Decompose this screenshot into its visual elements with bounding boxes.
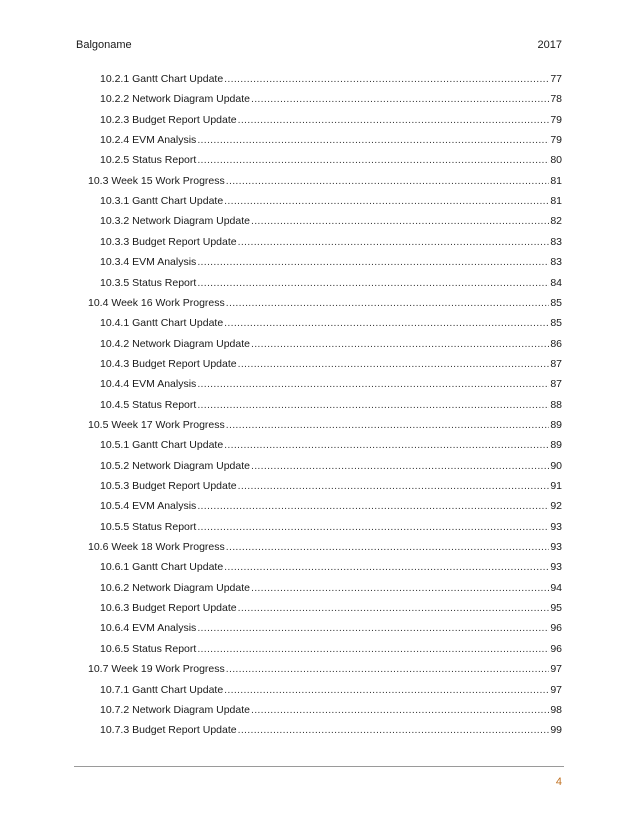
toc-entry-page: 98 <box>550 703 562 716</box>
toc-entry-label: 10.6.5 Status Report <box>100 642 197 655</box>
toc-dot-leader <box>251 459 549 473</box>
toc-entry[interactable] <box>88 418 562 432</box>
page-header <box>76 38 562 52</box>
toc-entry-page: 93 <box>550 561 562 574</box>
toc-entry-label: 10.5.2 Network Diagram Update <box>100 459 250 472</box>
toc-entry-label: 10.3.4 EVM Analysis <box>100 256 197 269</box>
toc-entry-label: 10.2.5 Status Report <box>100 154 197 167</box>
toc-dot-leader <box>197 499 549 513</box>
toc-dot-leader <box>226 662 550 676</box>
toc-entry[interactable] <box>100 560 562 574</box>
toc-entry-label: 10.4.4 EVM Analysis <box>100 378 197 391</box>
toc-entry-label: 10.6.3 Budget Report Update <box>100 602 237 615</box>
toc-entry-page: 88 <box>550 398 562 411</box>
toc-entry[interactable] <box>100 398 562 412</box>
toc-entry[interactable] <box>100 459 562 473</box>
toc-entry-page: 80 <box>550 154 562 167</box>
toc-entry-page: 91 <box>550 480 562 492</box>
toc-entry[interactable] <box>100 723 562 737</box>
toc-entry-label: 10.5.4 EVM Analysis <box>100 500 197 513</box>
toc-entry[interactable] <box>100 703 562 717</box>
toc-entry[interactable] <box>100 255 562 269</box>
toc-entry-page: 97 <box>550 663 562 676</box>
toc-entry-label: 10.5.3 Budget Report Update <box>100 480 237 492</box>
toc-entry-page: 89 <box>550 439 562 452</box>
toc-entry[interactable] <box>100 377 562 391</box>
toc-entry-label: 10.2.4 EVM Analysis <box>100 134 197 147</box>
toc-entry-label: 10.7.3 Budget Report Update <box>100 724 237 737</box>
toc-entry-page: 78 <box>550 93 562 106</box>
toc-entry-page: 94 <box>550 581 562 594</box>
toc-entry-label: 10.5 Week 17 Work Progress <box>88 418 225 431</box>
toc-entry-label: 10.6.2 Network Diagram Update <box>100 581 250 594</box>
toc-entry[interactable] <box>100 276 562 290</box>
toc-entry-page: 92 <box>550 500 562 513</box>
toc-entry-page: 99 <box>550 724 562 737</box>
toc-dot-leader <box>197 255 549 269</box>
toc-entry[interactable] <box>100 235 562 249</box>
toc-entry[interactable] <box>100 113 562 127</box>
toc-entry[interactable] <box>100 601 562 615</box>
toc-dot-leader <box>224 438 549 452</box>
toc-dot-leader <box>226 540 550 554</box>
toc-entry-label: 10.2.1 Gantt Chart Update <box>100 73 224 85</box>
toc-entry-page: 97 <box>550 683 562 696</box>
toc-entry-label: 10.4.3 Budget Report Update <box>100 357 237 370</box>
toc-entry[interactable] <box>100 621 562 635</box>
toc-dot-leader <box>197 520 549 534</box>
toc-entry-label: 10.3.3 Budget Report Update <box>100 235 237 248</box>
toc-dot-leader <box>238 479 550 493</box>
header-year: 2017 <box>537 39 562 51</box>
toc-dot-leader <box>197 621 549 635</box>
toc-dot-leader <box>224 560 549 574</box>
toc-entry-label: 10.5.5 Status Report <box>100 520 197 533</box>
toc-entry[interactable] <box>100 499 562 513</box>
toc-entry-page: 81 <box>550 174 562 187</box>
toc-entry-page: 84 <box>550 276 562 289</box>
toc-entry-label: 10.2.2 Network Diagram Update <box>100 93 250 106</box>
toc-entry-page: 85 <box>550 296 562 309</box>
toc-dot-leader <box>251 214 549 228</box>
toc-entry[interactable] <box>100 357 562 371</box>
toc-entry-page: 90 <box>550 459 562 472</box>
footer-rule <box>74 766 564 767</box>
toc-entry-label: 10.7.1 Gantt Chart Update <box>100 683 224 696</box>
toc-entry-page: 79 <box>550 134 562 147</box>
toc-entry-label: 10.3.2 Network Diagram Update <box>100 215 250 228</box>
toc-dot-leader <box>251 337 549 351</box>
toc-dot-leader <box>224 72 549 86</box>
toc-dot-leader <box>224 194 549 208</box>
toc-entry-page: 89 <box>550 418 562 431</box>
toc-entry-label: 10.6.1 Gantt Chart Update <box>100 561 224 574</box>
toc-entry[interactable] <box>100 683 562 697</box>
toc-entry[interactable] <box>100 194 562 208</box>
toc-entry-label: 10.6 Week 18 Work Progress <box>88 541 225 554</box>
toc-entry-page: 87 <box>550 378 562 391</box>
toc-entry-label: 10.5.1 Gantt Chart Update <box>100 439 224 452</box>
toc-dot-leader <box>224 316 549 330</box>
toc-entry[interactable] <box>100 153 562 167</box>
toc-entry-label: 10.3.1 Gantt Chart Update <box>100 195 224 208</box>
toc-dot-leader <box>238 235 550 249</box>
toc-dot-leader <box>238 723 550 737</box>
toc-entry-label: 10.4.5 Status Report <box>100 398 197 411</box>
toc-entry-page: 96 <box>550 642 562 655</box>
toc-entry[interactable] <box>100 520 562 534</box>
toc-entry-page: 81 <box>550 195 562 208</box>
toc-entry[interactable] <box>88 174 562 188</box>
toc-dot-leader <box>238 601 550 615</box>
toc-entry-page: 96 <box>550 622 562 635</box>
toc-entry-label: 10.7 Week 19 Work Progress <box>88 663 225 676</box>
toc-entry-page: 82 <box>550 215 562 228</box>
header-author: Balgoname <box>76 39 132 51</box>
toc-entry-label: 10.4.1 Gantt Chart Update <box>100 317 224 330</box>
toc-entry-label: 10.6.4 EVM Analysis <box>100 622 197 635</box>
toc-entry[interactable] <box>100 642 562 656</box>
toc-entry[interactable] <box>100 316 562 330</box>
toc-entry-page: 95 <box>550 602 562 615</box>
toc-entry-page: 87 <box>550 357 562 370</box>
toc-entry[interactable] <box>88 296 562 310</box>
toc-entry[interactable] <box>88 540 562 554</box>
toc-dot-leader <box>197 642 549 656</box>
toc-entry[interactable] <box>100 133 562 147</box>
toc-entry[interactable] <box>100 581 562 595</box>
toc-dot-leader <box>251 92 549 106</box>
toc-dot-leader <box>238 357 550 371</box>
toc-entry[interactable] <box>100 479 562 493</box>
toc-dot-leader <box>197 398 549 412</box>
toc-entry-page: 77 <box>550 73 562 85</box>
toc-entry[interactable] <box>100 214 562 228</box>
toc-dot-leader <box>251 703 549 717</box>
toc-entry-page: 83 <box>550 256 562 269</box>
toc-entry[interactable] <box>100 92 562 106</box>
toc-dot-leader <box>238 113 550 127</box>
toc-entry[interactable] <box>88 662 562 676</box>
toc-entry-label: 10.2.3 Budget Report Update <box>100 113 237 126</box>
toc-entry-label: 10.4 Week 16 Work Progress <box>88 296 225 309</box>
toc-dot-leader <box>226 174 550 188</box>
page-number: 4 <box>555 776 562 788</box>
toc-dot-leader <box>197 276 549 290</box>
toc-entry-label: 10.7.2 Network Diagram Update <box>100 703 250 716</box>
toc-entry-page: 79 <box>550 113 562 126</box>
toc-entry-page: 83 <box>550 235 562 248</box>
toc-entry-page: 86 <box>550 337 562 350</box>
toc-entry-label: 10.3.5 Status Report <box>100 276 197 289</box>
toc-dot-leader <box>224 683 549 697</box>
toc-dot-leader <box>197 133 549 147</box>
toc-entry[interactable] <box>100 337 562 351</box>
toc-entry-label: 10.4.2 Network Diagram Update <box>100 337 250 350</box>
toc-dot-leader <box>197 153 549 167</box>
toc-entry-label: 10.3 Week 15 Work Progress <box>88 174 225 187</box>
toc-entry[interactable] <box>100 72 562 86</box>
toc-entry-page: 85 <box>550 317 562 330</box>
toc-entry[interactable] <box>100 438 562 452</box>
toc-dot-leader <box>197 377 549 391</box>
toc-dot-leader <box>226 296 550 310</box>
toc-entry-page: 93 <box>550 520 562 533</box>
toc-dot-leader <box>251 581 549 595</box>
toc-entry-page: 93 <box>550 541 562 554</box>
toc-dot-leader <box>226 418 550 432</box>
